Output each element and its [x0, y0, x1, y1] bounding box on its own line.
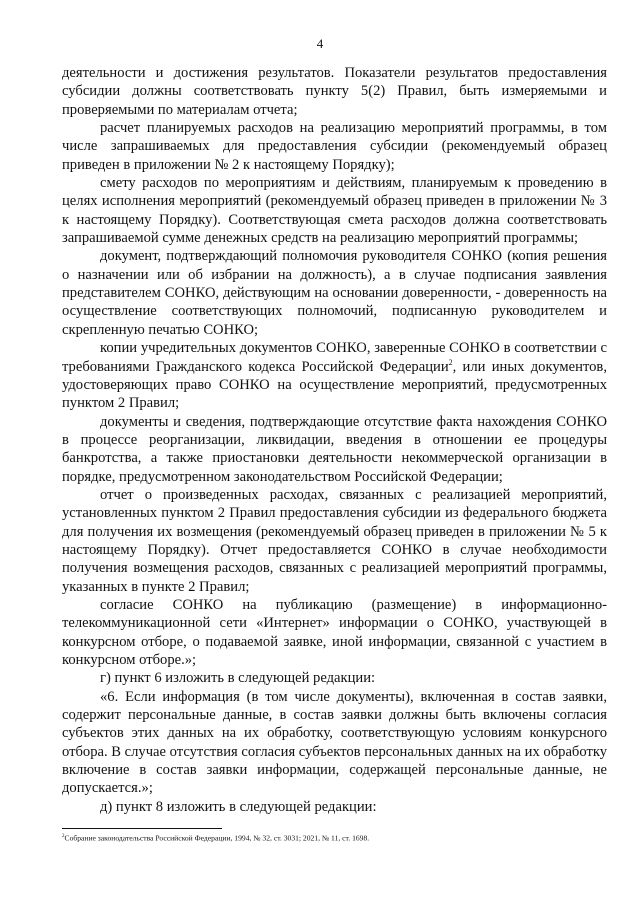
body-text [62, 64, 607, 816]
footnote-reference: 2 [448, 357, 453, 367]
paragraph [62, 339, 607, 412]
footnote [62, 832, 607, 844]
paragraph-text: копии учредительных документов СОНКО, заверенные СОНКО в соответствии с требованиями Гражданского кодекса Российской Федерации [62, 340, 607, 375]
footnote-text: Собрание законодательства Российской Федерации, 1994, № 32, ст. 3031; 2021, № 11, ст. 1698. [64, 833, 370, 843]
paragraph: г) пункт 6 изложить в следующей редакции: [100, 670, 376, 687]
page-number: 4 [316, 36, 324, 51]
paragraph: д) пункт 8 изложить в следующей редакции: [100, 798, 377, 815]
paragraph: расчет планируемых расходов на реализацию мероприятий программы, в том числе запрашиваемых для предоставления субсидии (рекомендуемый образец приведен в приложении № 2 к настоящему Порядку); [62, 120, 607, 173]
footnote-separator [62, 828, 222, 829]
paragraph: «6. Если информация (в том числе документы), включенная в состав заявки, содержит персональные данные, в состав заявки должны быть включены согласия субъектов этих данных на их обработку, соответствующую условиям конкурсного отбора. В случае отсутствия согласия субъектов персональных данных на их обработку включение в состав заявки информации, содержащей персональные данные, не допускается.»; [62, 688, 608, 797]
footnote-marker: 2 [62, 834, 65, 839]
paragraph: деятельности и достижения результатов. Показатели результатов предоставления субсидии должны соответствовать пункту 5(2) Правил, быть измеряемыми и проверяемыми по материалам отчета; [62, 65, 607, 118]
paragraph-text: , или иных документов, удостоверяющих право СОНКО на осуществление мероприятий, предусмотренных пунктом 2 Правил; [62, 358, 607, 412]
paragraph: документы и сведения, подтверждающие отсутствие факта нахождения СОНКО в процессе реорганизации, ликвидации, введения в отношении ее процедуры банкротства, а также приостановки деятельности некоммерческой организации в порядке, предусмотренном законодательством Российской Федерации; [62, 413, 607, 485]
paragraph: согласие СОНКО на публикацию (размещение) в информационно-телекоммуникационной сети «Интернет» информации о СОНКО, участвующей в конкурсном отборе, о подаваемой заявке, иной информации, связанной с участием в конкурсном отборе.»; [62, 596, 607, 668]
paragraph: смету расходов по мероприятиям и действиям, планируемым к проведению в целях исполнения мероприятий (рекомендуемый образец приведен в приложении № 3 к настоящему Порядку). Соответствующая смета расходов должна соответствовать запрашиваемой сумме денежных средств на реализацию мероприятий программы; [62, 175, 607, 247]
paragraph: отчет о произведенных расходах, связанных с реализацией мероприятий, установленных пунктом 2 Правил предоставления субсидии из федерального бюджета для получения их возмещения (рекомендуемый образец приведен в приложении № 5 к настоящему Порядку). Отчет предоставляется СОНКО в случае необходимости получения возмещения расходов, связанных с реализацией мероприятий программы, указанных в пункте 2 Правил; [62, 486, 607, 595]
paragraph: документ, подтверждающий полномочия руководителя СОНКО (копия решения о назначении или об избрании на должность), а в случае подписания заявления представителем СОНКО, действующим на основании доверенности, - доверенность на осуществление соответствующих полномочий, подписанную руководителем и скрепленную печатью СОНКО; [62, 248, 607, 338]
